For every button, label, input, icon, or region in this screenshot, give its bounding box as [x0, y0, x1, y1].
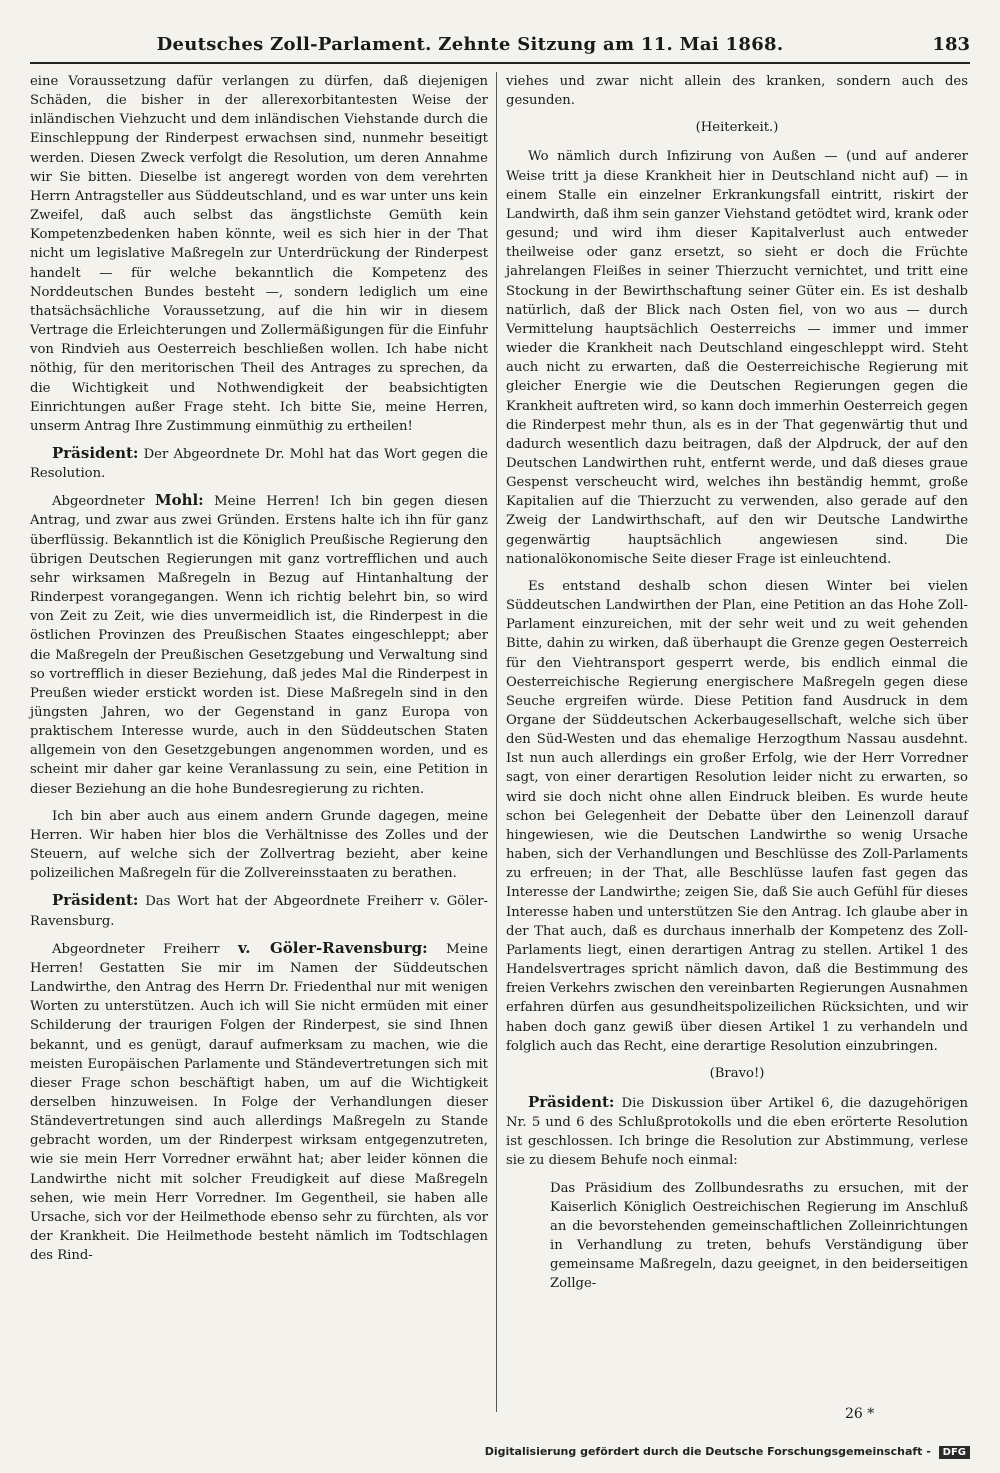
reaction-note: (Bravo!) — [709, 1065, 765, 1081]
dfg-logo: DFG — [939, 1446, 970, 1459]
digitization-footer — [485, 1445, 970, 1459]
right-column — [506, 72, 968, 1294]
paragraph: Wo nämlich durch Infizirung von Außen — (und auf anderer Weise tritt ja diese Krankheit hier in Deutschland nicht auf) — in einem Stalle ein einzelner Erkrankungsfall eintritt, riskirt der Landwirth, daß ihm sein ganzer Viehstand getödtet wird, krank oder gesund; und wird ihm dieser Kapitalverlust auch entweder theilweise oder ganz ersetzt, so sieht er doch die Früchte jahrelangen Fleißes in seiner Thierzucht vernichtet, und tritt eine Stockung in der Bewirthschaftung seiner Güter ein. Es ist deshalb natürlich, daß der Blick nach Osten fiel, von wo aus — durch Vermittelung hauptsächlich Oesterreichs — immer und immer wieder die Krankheit nach Deutschland eingeschleppt wird. Steht auch nicht zu erwarten, daß die Oesterreichische Regierung mit gleicher Energie wie die Deutschen Regierungen gegen die Krankheit auftreten wird, so kann doch immerhin Oesterreich gegen die Rinderpest mehr thun, als es in der That gegenwärtig thut und dadurch wesentlich dazu beitragen, daß der Alpdruck, der auf den Deutschen Landwirthen ruht, entfernt werde, und daß dieses graue Gespenst verscheucht wird, welches ihn beständig hemmt, große Kapitalien auf die Thierzucht zu verwenden, also gerade auf den Zweig der Landwirthschaft, auf den wir Deutsche Landwirthe gegenwärtig hauptsächlich angewiesen sind. Die nationalökonomische Seite dieser Frage ist einleuchtend. — [506, 149, 968, 567]
speaker-label: Präsident: — [52, 891, 139, 910]
speaker-label: Präsident: — [52, 443, 139, 462]
paragraph — [30, 444, 488, 483]
paragraph: viehes und zwar nicht allein des kranken, sondern auch des gesunden. — [506, 74, 968, 109]
paragraph: Es entstand deshalb schon diesen Winter bei vielen Süddeutschen Landwirthen der Plan, eine Petition an das Hohe Zoll-Parlament einzureichen, mit der sehr weit und zu weit gehenden Bitte, dahin zu wirken, daß überhaupt die Grenze gegen Oesterreich für den Viehtransport gesperrt werde, bis endlich einmal die Oesterreichische Regierung energischere Maßregeln gegen diese Seuche ergreifen würde. Diese Petition fand Ausdruck in dem Organe der Süddeutschen Ackerbaugesellschaft, welche sich über den Süd-Westen und das ehemalige Herzogthum Nassau ausdehnt. Ist nun auch allerdings ein großer Erfolg, wie der Herr Vorredner sagt, von einer derartigen Resolution leider nicht zu erwarten, so wird sie doch nicht ohne allen Eindruck bleiben. Es wurde heute schon bei Gelegenheit der Debatte über den Leinenzoll darauf hingewiesen, wie die Deutschen Landwirthe so wenig Ursache haben, sich der Verhandlungen und Beschlüsse des Zoll-Parlaments zu erfreuen; in der That, alle Beschlüsse laufen fast gegen das Interesse der Landwirthe; zeigen Sie, daß Sie auch Gefühl für dieses Interesse haben und unterstützen Sie den Antrag. Ich glaube aber in der That auch, daß es durchaus innerhalb der Kompetenz des Zoll-Parlaments liegt, einen derartigen Antrag zu stellen. Artikel 1 des Handelsvertrages spricht nämlich davon, daß die Bestimmung des freien Verkehrs zwischen den vereinbarten Regierungen Ausnahmen erfahren dürfen aus gesundheitspolizeilichen Rücksichten, und wir haben doch ganz gewiß über diesen Artikel 1 zu verhandeln und folglich auch das Recht, eine derartige Resolution einzubringen. — [506, 578, 968, 1054]
speech-text: Das Wort hat der Abgeordnete Freiherr v. Göler-Ravensburg. — [30, 894, 488, 929]
speech-text: Meine Herren! Gestatten Sie mir im Namen der Süddeutschen Landwirthe, den Antrag des Herrn Dr. Friedenthal nur mit wenigen Worten zu unterstützen. Auch ich will Sie nicht ermüden mit einer Schilderung der traurigen Folgen der Rinderpest, sie sind Ihnen bekannt, und es genügt, darauf aufmerksam zu machen, wie die meisten Europäischen Parlamente und Ständevertretungen sich mit dieser Frage schon beschäftigt haben, um auf die Wichtigkeit derselben hinzuweisen. In Folge der Verhandlungen dieser Ständevertretungen sind auch allerdings Maßregeln zu Stande gebracht worden, um der Rinderpest wirksam entgegenzutreten, wie sie mein Herr Vorredner erwähnt hat; aber leider können die Landwirthe nicht mit solcher Freudigkeit auf diese Maßregeln sehen, wie mein Herr Vorredner. Im Gegentheil, sie haben alle Ursache, sich vor der Heilmethode ebenso sehr zu fürchten, als vor der Krankheit. Die Heilmethode besteht nämlich im Todtschlagen des Rind- — [30, 941, 488, 1264]
speaker-label: Mohl: — [154, 491, 204, 510]
paragraph — [30, 939, 488, 1266]
column-divider — [496, 72, 497, 1412]
speech-text: Meine Herren! Ich bin gegen diesen Antrag, und zwar aus zwei Gründen. Erstens halte ich ihn für ganz überflüssig. Bekanntlich ist die Königlich Preußische Regierung den übrigen Deutschen Regierungen mit ganz vortrefflichen und auch sehr wirksamen Maßregeln in Bezug auf Hintanhaltung der Rinderpest vorangegangen. Wenn ich richtig belehrt bin, so wird von Zeit zu Zeit, wie dies unvermeidlich ist, die Rinderpest in die östlichen Provinzen des Preußischen Staates eingeschleppt; aber die Maßregeln der Preußischen Gesetzgebung und Verwaltung sind so vortrefflich in dieser Beziehung, daß jedes Mal die Rinderpest in Preußen wieder erstickt worden ist. Diese Maßregeln sind in den jüngsten Jahren, wo der Gegenstand in ganz Europa von praktischem Interesse wurde, auch in den Süddeutschen Staten allgemein von den Gesetzgebungen angenommen worden, und es scheint mir daher gar keine Veranlassung zu sein, eine Petition in dieser Beziehung an die hohe Bundesregierung zu richten. — [30, 494, 488, 797]
speaker-intro: Abgeordneter Freiherr — [52, 941, 220, 957]
reaction-note: (Heiterkeit.) — [695, 120, 779, 136]
paragraph: eine Voraussetzung dafür verlangen zu dürfen, daß diejenigen Schäden, die bisher in der allerexorbitantesten Weise der inländischen Viehzucht und dem inländischen Viehstande durch die Einschleppung der Rinderpest erwachsen sind, nunmehr beseitigt werden. Diesen Zweck verfolgt die Resolution, um deren Annahme wir Sie bitten. Dieselbe ist angeregt worden von dem verehrten Herrn Antragsteller aus Süddeutschland, und es war unter uns kein Zweifel, daß auch selbst das ängstlichste Gemüth kein Kompetenzbedenken haben könnte, weil es sich hier in der That nicht um legislative Maßregeln zur Unterdrückung der Rinderpest handelt — für welche bekanntlich die Kompetenz des Norddeutschen Bundes besteht —, sondern lediglich um eine thatsächsächliche Voraussetzung, auf die hin wir in diesem Vertrage die Erleichterungen und Zollermäßigungen für die Einfuhr von Rindvieh aus Oesterreich beschließen wollen. Ich habe nicht nöthig, für den meritorischen Theil des Antrages zu sprechen, da die Wichtigkeit und Nothwendigkeit der beabsichtigten Einrichtungen außer Frage steht. Ich bitte Sie, meine Herren, unserm Antrag Ihre Zustimmung einmüthig zu ertheilen! — [30, 74, 488, 434]
speaker-label: v. Göler-Ravensburg: — [238, 938, 428, 957]
speaker-intro: Abgeordneter — [52, 494, 145, 510]
paragraph — [506, 1093, 968, 1171]
footer-text: Digitalisierung gefördert durch die Deutsche Forschungsgemeinschaft - — [484, 1445, 931, 1458]
left-column — [30, 72, 488, 1273]
speech-text: Der Abgeordnete Dr. Mohl hat das Wort gegen die Resolution. — [30, 446, 488, 482]
paragraph — [30, 491, 488, 799]
speech-text: Die Diskussion über Artikel 6, die dazugehörigen Nr. 5 und 6 des Schlußprotokolls und die eben erörterte Resolution ist geschlossen. Ich bringe die Resolution zur Abstimmung, verlese sie zu diesem Behufe noch einmal: — [506, 1095, 968, 1169]
page-header — [30, 34, 970, 64]
paragraph: Ich bin aber auch aus einem andern Grunde dagegen, meine Herren. Wir haben hier blos die Verhältnisse des Zolles und der Steuern, auf welche sich der Zollvertrag bezieht, aber keine polizeilichen Maßregeln für die Zollvereinsstaaten zu berathen. — [30, 808, 488, 882]
resolution-quote: Das Präsidium des Zollbundesraths zu ersuchen, mit der Kaiserlich Königlich Oestreichischen Regierung im Anschluß an die bevorstehenden gemeinschaftlichen Zolleinrichtungen in Verhandlung zu treten, behufs Verständigung über gemeinsame Maßregeln, dazu geeignet, in den beiderseitigen Zollge- — [550, 1180, 968, 1292]
page-number: 183 — [932, 34, 970, 55]
running-title: Deutsches Zoll-Parlament. Zehnte Sitzung am 11. Mai 1868. — [156, 34, 784, 55]
speaker-label: Präsident: — [528, 1092, 615, 1111]
signature-mark: 26 * — [845, 1406, 875, 1422]
paragraph — [30, 891, 488, 930]
